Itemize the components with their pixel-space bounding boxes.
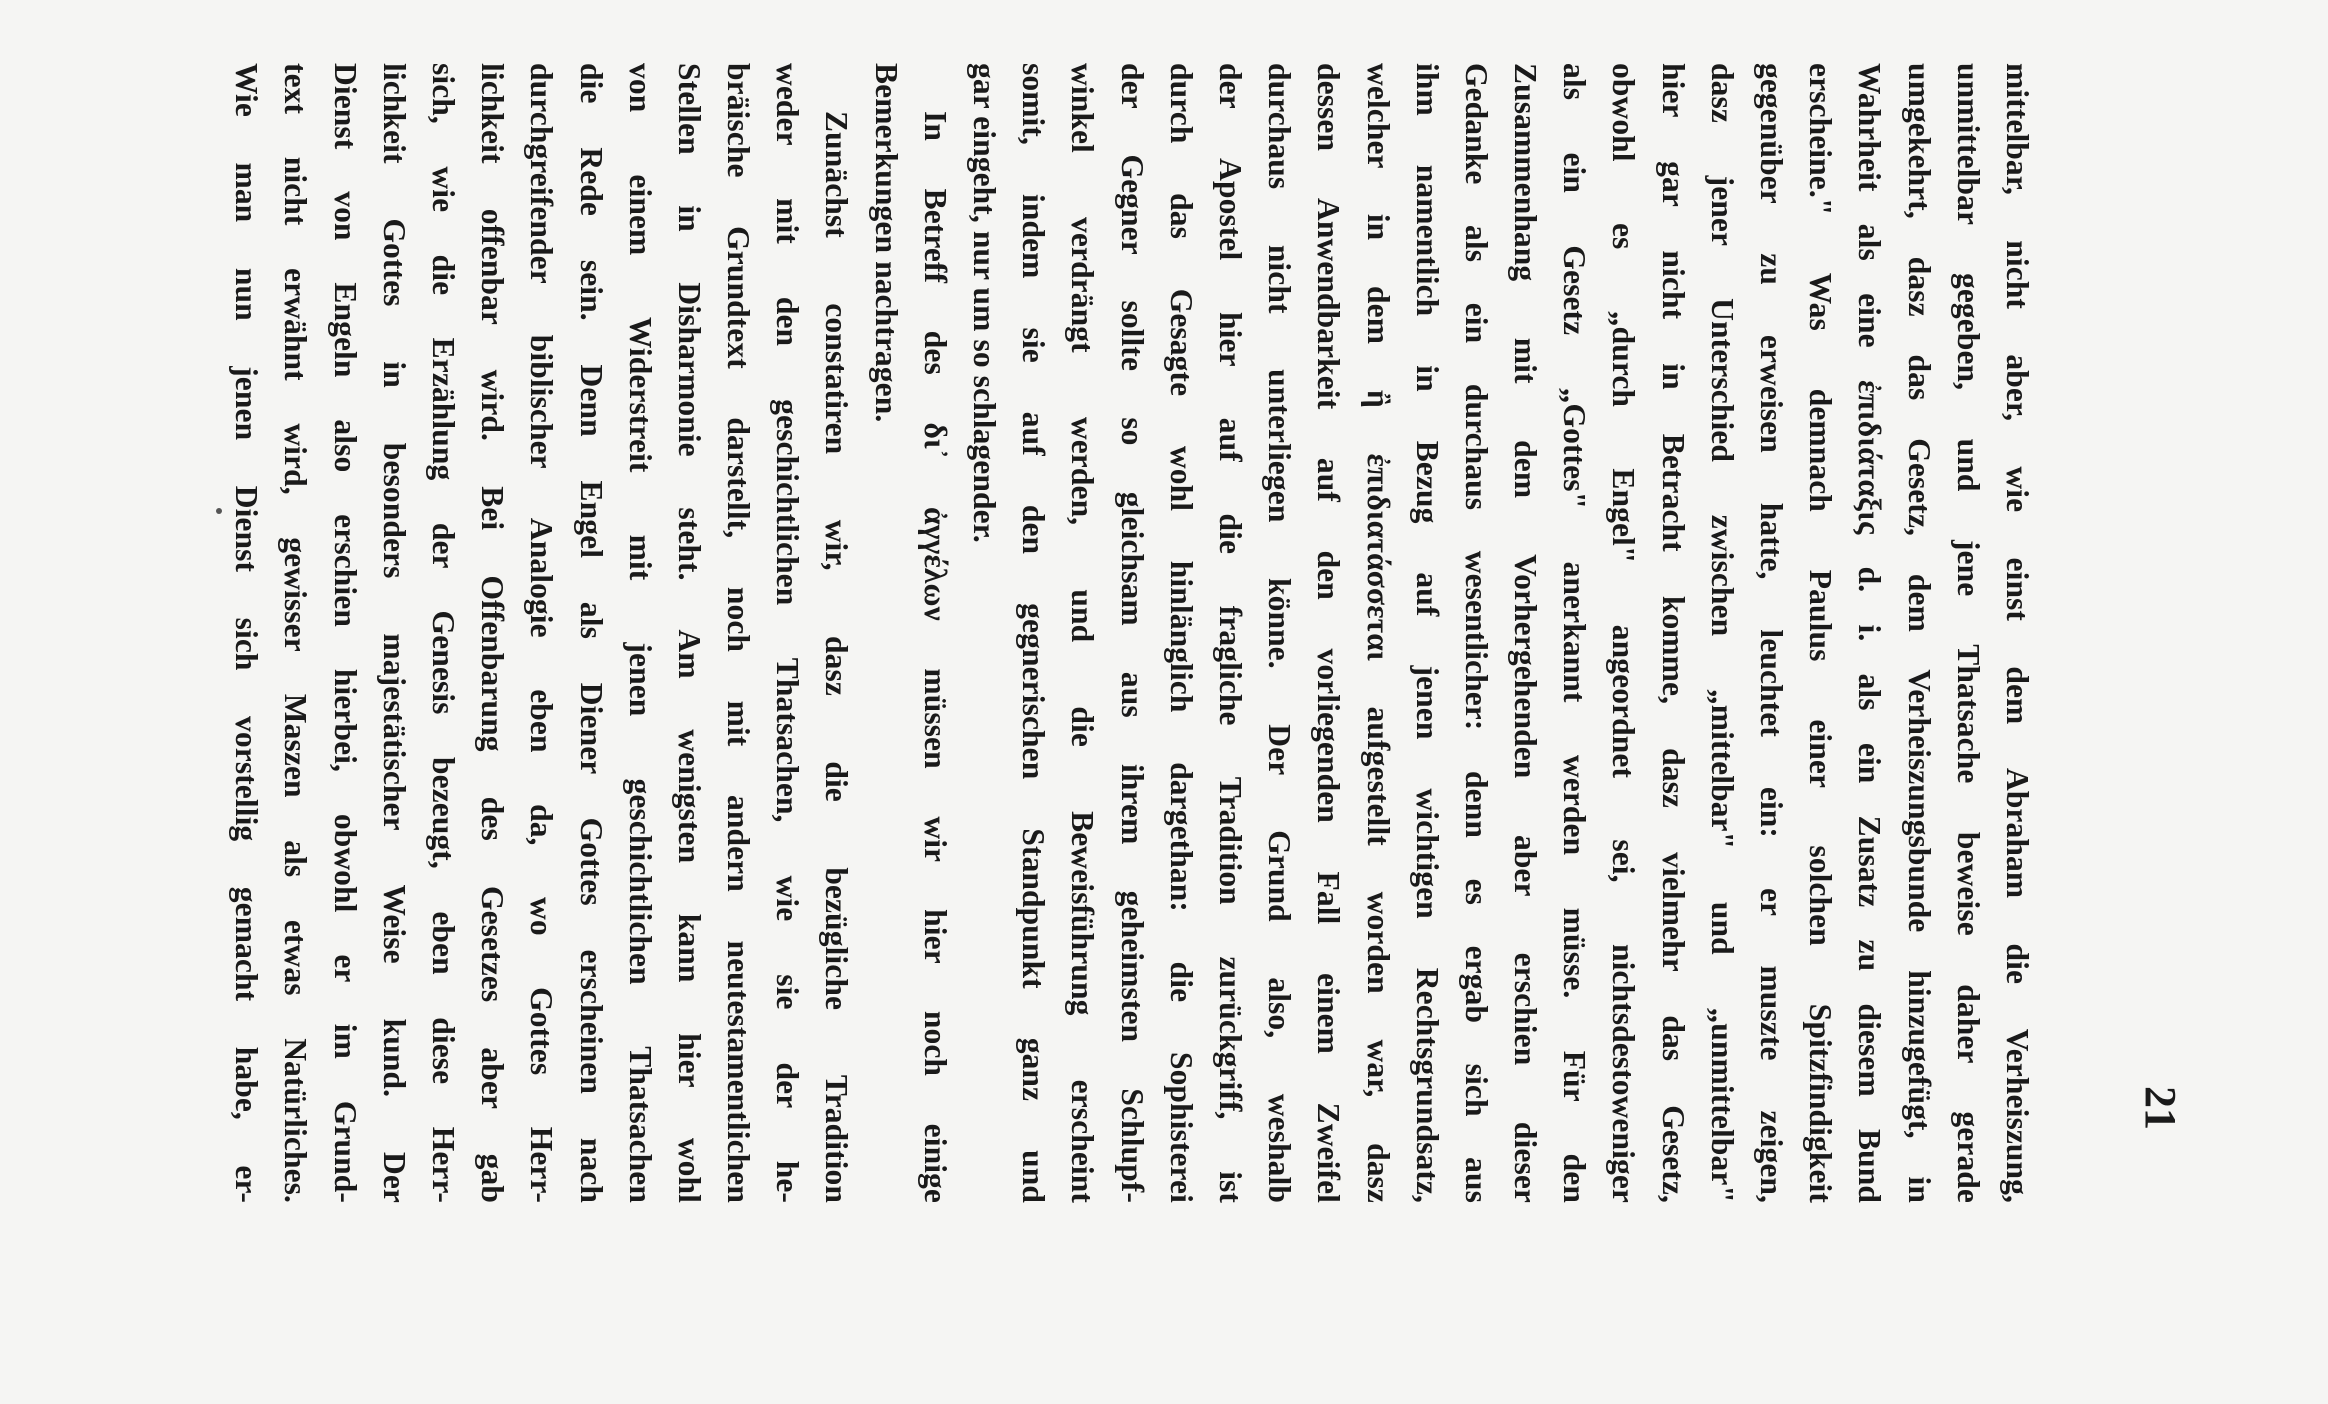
scan-speck: [216, 508, 222, 514]
text-line: unmittelbar gegeben, und jene Thatsache beweise daher gerade: [1950, 63, 1986, 1203]
text-line: Wahrheit als eine ἐπιδιάταξις d. i. als ein Zusatz zu diesem Bund: [1852, 63, 1888, 1203]
text-line: lichkeit Gottes in besonders majestätischer Weise kund. Der: [376, 63, 412, 1203]
text-line: durchaus nicht unterliegen könne. Der Grund also, weshalb: [1262, 63, 1298, 1203]
text-line: umgekehrt, dasz das Gesetz, dem Verheiszungsbunde hinzugefügt, in: [1901, 63, 1937, 1203]
text-line: als ein Gesetz „Gottes" anerkannt werden müsse. Für den: [1557, 63, 1593, 1203]
text-line: die Rede sein. Denn Engel als Diener Gottes erscheinen nach: [573, 63, 609, 1203]
text-line: hier gar nicht in Betracht komme, dasz vielmehr das Gesetz,: [1655, 63, 1691, 1203]
text-line: gegenüber zu erweisen hatte, leuchtet ein: er muszte zeigen,: [1754, 63, 1790, 1203]
text-line: In Betreff des δι᾽ ἀγγέλων müssen wir hier noch einige: [917, 111, 953, 1203]
text-line: erscheine." Was demnach Paulus einer solchen Spitzfindigkeit: [1803, 63, 1839, 1203]
text-line: welcher in dem ἢ ἐπιδιατάσσεται aufgestellt worden war, dasz: [1360, 63, 1396, 1203]
text-line: somit, indem sie auf den gegnerischen Standpunkt ganz und: [1016, 63, 1052, 1203]
text-line: der Gegner sollte so gleichsam aus ihrem geheimsten Schlupf-: [1114, 63, 1150, 1203]
text-line: Gedanke als ein durchaus wesentlicher: denn es ergab sich aus: [1458, 63, 1494, 1203]
text-line: obwohl es „durch Engel" angeordnet sei, nichtsdestoweniger: [1606, 63, 1642, 1203]
text-line: bräische Grundtext darstellt, noch mit andern neutestamentlichen: [721, 63, 757, 1203]
text-line: durch das Gesagte wohl hinlänglich dargethan: die Sophisterei: [1163, 63, 1199, 1203]
text-line: mittelbar, nicht aber, wie einst dem Abraham die Verheiszung,: [2000, 63, 2035, 1203]
body-text: [222, 63, 2042, 1203]
text-line: dessen Anwendbarkeit auf den vorliegenden Fall einem Zweifel: [1311, 63, 1347, 1203]
text-line: weder mit den geschichtlichen Thatsachen, wie sie der he-: [770, 63, 806, 1203]
text-line: durchgreifender biblischer Analogie eben da, wo Gottes Herr-: [524, 63, 560, 1203]
page-number: 21: [2136, 1086, 2185, 1130]
text-line: winkel verdrängt werden, und die Beweisführung erscheint: [1065, 63, 1101, 1203]
text-line: der Apostel hier auf die fragliche Tradition zurückgriff, ist: [1213, 63, 1248, 1203]
text-line: text nicht erwähnt wird, gewisser Maszen als etwas Natürliches.: [278, 63, 314, 1203]
text-line: von einem Widerstreit mit jenen geschichtlichen Thatsachen: [622, 63, 658, 1203]
text-line: gar eingeht, nur um so schlagender.: [967, 63, 1003, 543]
text-line: Zunächst constatiren wir, dasz die bezügliche Tradition: [819, 111, 855, 1203]
text-line: sich, wie die Erzählung der Genesis bezeugt, eben diese Herr-: [426, 63, 461, 1203]
text-line: Wie man nun jenen Dienst sich vorstellig gemacht habe, er-: [229, 63, 265, 1203]
text-line: Bemerkungen nachtragen.: [868, 63, 904, 423]
text-line: ihm namentlich in Bezug auf jenen wichtigen Rechtsgrundsatz,: [1409, 63, 1445, 1203]
text-line: Dienst von Engeln also erschien hierbei, obwohl er im Grund-: [327, 63, 363, 1203]
text-line: lichkeit offenbar wird. Bei Offenbarung des Gesetzes aber gab: [475, 63, 511, 1203]
text-line: dasz jener Unterschied zwischen „mittelbar" und „unmittelbar": [1704, 63, 1740, 1203]
text-line: Zusammenhang mit dem Vorhergehenden aber erschien dieser: [1508, 63, 1544, 1203]
text-line: Stellen in Disharmonie steht. Am wenigsten kann hier wohl: [671, 63, 707, 1203]
